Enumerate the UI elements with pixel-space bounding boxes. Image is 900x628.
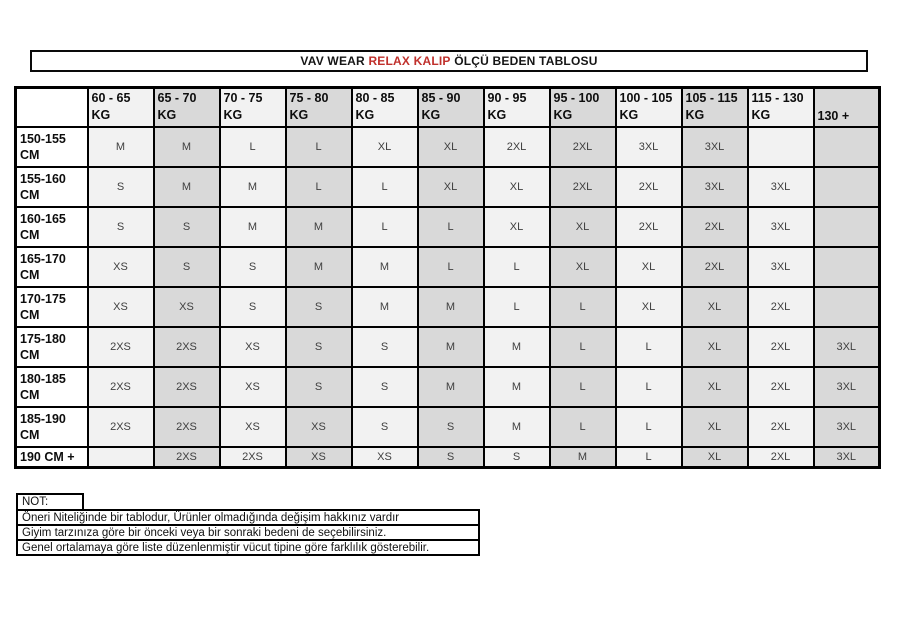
weight-unit: KG <box>91 108 111 123</box>
height-range: 170-175 <box>20 291 66 306</box>
size-cell: XS <box>88 287 154 327</box>
title-highlight: RELAX KALIP <box>368 54 451 68</box>
table-row <box>16 167 880 207</box>
weight-header <box>418 88 484 127</box>
size-cell: L <box>418 247 484 287</box>
size-cell: XS <box>286 447 352 468</box>
weight-unit: KG <box>289 108 309 123</box>
size-cell: L <box>352 207 418 247</box>
size-cell: 2XS <box>154 447 220 468</box>
table-row <box>16 407 880 447</box>
table-row <box>16 127 880 167</box>
weight-unit: KG <box>421 108 441 123</box>
size-cell: 2XL <box>682 207 748 247</box>
note-item: Öneri Niteliğinde bir tablodur, Ürünler olmadığında değişim hakkınız vardır <box>16 509 480 526</box>
size-cell: XL <box>616 247 682 287</box>
weight-unit: KG <box>223 108 243 123</box>
weight-unit: KG <box>487 108 507 123</box>
notes-list <box>16 509 480 556</box>
size-cell <box>814 127 880 167</box>
size-cell <box>814 247 880 287</box>
size-cell: XL <box>550 247 616 287</box>
size-cell: 2XS <box>88 407 154 447</box>
height-unit: CM <box>20 307 40 322</box>
size-cell: 2XL <box>550 127 616 167</box>
weight-unit: KG <box>355 108 375 123</box>
height-label <box>16 407 88 447</box>
height-range: 155-160 <box>20 171 66 186</box>
size-cell: S <box>352 407 418 447</box>
size-cell: L <box>286 167 352 207</box>
size-cell: S <box>154 207 220 247</box>
table-body <box>16 88 880 468</box>
weight-range: 75 - 80 <box>289 91 329 106</box>
size-cell: XS <box>220 367 286 407</box>
note-item: Genel ortalamaya göre liste düzenlenmiştir vücut tipine göre farklılık gösterebilir. <box>16 539 480 556</box>
size-cell: 3XL <box>814 407 880 447</box>
size-cell: 2XL <box>748 287 814 327</box>
weight-range: 90 - 95 <box>487 91 527 106</box>
size-cell: S <box>352 367 418 407</box>
height-range: 150-155 <box>20 131 66 146</box>
table-row <box>16 287 880 327</box>
weight-unit: KG <box>619 108 639 123</box>
size-cell: XS <box>352 447 418 468</box>
size-cell: XS <box>88 247 154 287</box>
size-cell: 2XS <box>154 327 220 367</box>
size-cell: XS <box>220 327 286 367</box>
weight-range: 60 - 65 <box>91 91 131 106</box>
size-cell: 2XL <box>748 407 814 447</box>
height-unit: CM <box>20 427 40 442</box>
size-cell: L <box>616 367 682 407</box>
size-cell: XL <box>616 287 682 327</box>
size-cell: M <box>484 407 550 447</box>
size-cell: S <box>220 287 286 327</box>
size-cell: S <box>418 447 484 468</box>
size-cell: M <box>220 167 286 207</box>
height-label <box>16 367 88 407</box>
size-cell: 2XL <box>748 327 814 367</box>
size-cell: M <box>154 167 220 207</box>
size-cell: 3XL <box>748 247 814 287</box>
size-cell: 3XL <box>814 327 880 367</box>
size-cell: L <box>220 127 286 167</box>
size-cell: XL <box>418 127 484 167</box>
size-cell: 2XL <box>682 247 748 287</box>
height-range: 160-165 <box>20 211 66 226</box>
size-cell: 2XL <box>484 127 550 167</box>
weight-range: 95 - 100 <box>553 91 600 106</box>
size-cell: M <box>550 447 616 468</box>
size-cell: S <box>286 367 352 407</box>
size-cell: L <box>550 287 616 327</box>
size-cell: M <box>352 287 418 327</box>
size-cell <box>748 127 814 167</box>
size-cell: M <box>88 127 154 167</box>
height-unit: CM <box>20 187 40 202</box>
height-range: 185-190 <box>20 411 66 426</box>
height-label <box>16 447 88 468</box>
weight-range: 85 - 90 <box>421 91 461 106</box>
height-unit: CM <box>20 387 40 402</box>
height-label <box>16 247 88 287</box>
height-range: 180-185 <box>20 371 66 386</box>
size-cell: M <box>484 327 550 367</box>
weight-range: 80 - 85 <box>355 91 395 106</box>
table-row <box>16 327 880 367</box>
weight-header <box>154 88 220 127</box>
size-cell: 2XS <box>88 367 154 407</box>
size-cell: XL <box>682 367 748 407</box>
height-unit: CM <box>20 227 40 242</box>
size-cell: XL <box>682 447 748 468</box>
size-cell: 3XL <box>814 367 880 407</box>
size-cell: L <box>616 327 682 367</box>
size-cell: XL <box>682 407 748 447</box>
size-cell: M <box>418 327 484 367</box>
weight-header <box>352 88 418 127</box>
size-cell <box>814 167 880 207</box>
weight-header <box>550 88 616 127</box>
size-cell: 2XL <box>616 207 682 247</box>
weight-header <box>88 88 154 127</box>
title-prefix: VAV WEAR <box>300 54 369 68</box>
corner-cell <box>16 88 88 127</box>
height-unit: CM <box>20 267 40 282</box>
weight-unit: 130 + <box>817 108 850 123</box>
weight-header <box>286 88 352 127</box>
size-cell: XL <box>682 327 748 367</box>
size-cell <box>814 287 880 327</box>
size-cell: S <box>286 287 352 327</box>
weight-header <box>748 88 814 127</box>
size-cell: 3XL <box>814 447 880 468</box>
size-cell: 2XS <box>154 367 220 407</box>
weight-unit: KG <box>553 108 573 123</box>
weight-header <box>220 88 286 127</box>
note-item: Giyim tarzınıza göre bir önceki veya bir sonraki bedeni de seçebilirsiniz. <box>16 524 480 541</box>
size-cell: M <box>286 207 352 247</box>
size-cell: L <box>550 327 616 367</box>
weight-header <box>814 88 880 127</box>
size-cell: 2XL <box>748 447 814 468</box>
size-cell: S <box>286 327 352 367</box>
size-cell: L <box>418 207 484 247</box>
size-cell: 3XL <box>748 167 814 207</box>
size-cell <box>88 447 154 468</box>
weight-range: 105 - 115 <box>685 91 738 106</box>
header-row <box>16 88 880 127</box>
size-cell: S <box>352 327 418 367</box>
size-cell: M <box>418 367 484 407</box>
weight-range: 100 - 105 <box>619 91 673 106</box>
weight-range: 70 - 75 <box>223 91 263 106</box>
size-cell: 2XL <box>616 167 682 207</box>
weight-header <box>484 88 550 127</box>
size-cell: M <box>286 247 352 287</box>
size-cell: 3XL <box>682 127 748 167</box>
height-label <box>16 127 88 167</box>
size-cell: S <box>154 247 220 287</box>
size-cell: XL <box>418 167 484 207</box>
size-cell: XL <box>682 287 748 327</box>
height-unit: CM <box>20 147 40 162</box>
height-range: 165-170 <box>20 251 66 266</box>
weight-range: 115 - 130 <box>751 91 804 106</box>
size-cell: L <box>550 407 616 447</box>
weight-header <box>616 88 682 127</box>
height-label <box>16 327 88 367</box>
size-cell: S <box>418 407 484 447</box>
table-row <box>16 207 880 247</box>
table-row <box>16 247 880 287</box>
size-cell: XS <box>286 407 352 447</box>
size-cell: 3XL <box>748 207 814 247</box>
size-cell: L <box>352 167 418 207</box>
notes-section <box>16 493 480 556</box>
weight-unit: KG <box>685 108 705 123</box>
weight-range: 65 - 70 <box>157 91 197 106</box>
size-cell: M <box>220 207 286 247</box>
page-title <box>30 50 868 72</box>
size-cell: XL <box>484 167 550 207</box>
size-cell: 2XS <box>220 447 286 468</box>
height-label <box>16 207 88 247</box>
size-cell: 3XL <box>682 167 748 207</box>
size-table <box>14 86 881 469</box>
height-unit: CM <box>20 347 40 362</box>
size-cell: M <box>352 247 418 287</box>
size-cell: M <box>484 367 550 407</box>
notes-header: NOT: <box>16 493 84 511</box>
height-range: 175-180 <box>20 331 66 346</box>
size-cell: L <box>286 127 352 167</box>
size-cell: XL <box>484 207 550 247</box>
size-cell: L <box>484 287 550 327</box>
size-cell: 2XS <box>88 327 154 367</box>
size-cell: M <box>418 287 484 327</box>
height-label <box>16 287 88 327</box>
size-cell: L <box>550 367 616 407</box>
weight-header <box>682 88 748 127</box>
table-row <box>16 367 880 407</box>
title-suffix: ÖLÇÜ BEDEN TABLOSU <box>450 54 598 68</box>
size-cell: S <box>88 207 154 247</box>
size-cell: L <box>484 247 550 287</box>
size-cell: S <box>484 447 550 468</box>
size-cell: XS <box>154 287 220 327</box>
table-row <box>16 447 880 468</box>
size-cell: XS <box>220 407 286 447</box>
size-cell: XL <box>352 127 418 167</box>
weight-unit: KG <box>751 108 771 123</box>
size-cell <box>814 207 880 247</box>
size-cell: 2XS <box>154 407 220 447</box>
size-cell: XL <box>550 207 616 247</box>
size-cell: 2XL <box>748 367 814 407</box>
size-cell: 2XL <box>550 167 616 207</box>
size-cell: M <box>154 127 220 167</box>
height-range: 190 CM + <box>20 449 75 464</box>
size-cell: S <box>88 167 154 207</box>
size-cell: S <box>220 247 286 287</box>
size-cell: 3XL <box>616 127 682 167</box>
weight-unit: KG <box>157 108 177 123</box>
size-cell: L <box>616 447 682 468</box>
size-cell: L <box>616 407 682 447</box>
height-label <box>16 167 88 207</box>
